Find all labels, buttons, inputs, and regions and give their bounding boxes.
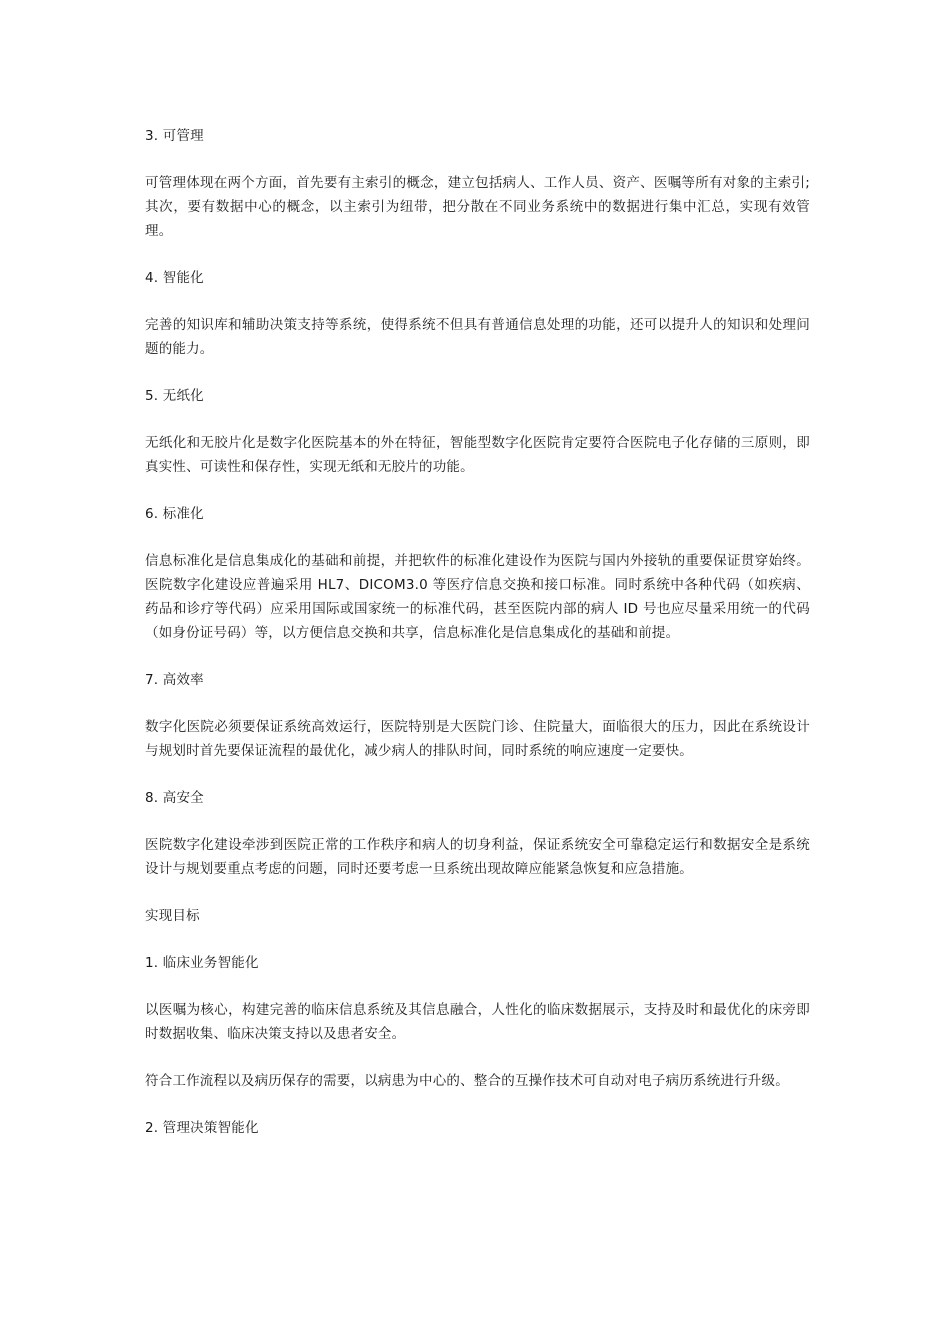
- paragraph: 无纸化和无胶片化是数字化医院基本的外在特征，智能型数字化医院肯定要符合医院电子化存储的三原则，即真实性、可读性和保存性，实现无纸和无胶片的功能。: [145, 435, 810, 475]
- section-heading: 6. 标准化: [145, 506, 204, 522]
- section-heading: 7. 高效率: [145, 672, 204, 688]
- document-page: [145, 124, 810, 1163]
- section-heading: 4. 智能化: [145, 270, 204, 286]
- paragraph: 可管理体现在两个方面，首先要有主索引的概念，建立包括病人、工作人员、资产、医嘱等所有对象的主索引; 其次，要有数据中心的概念，以主索引为纽带，把分散在不同业务系统中的数据进行集中汇总，实现有效管理。: [145, 175, 810, 239]
- section-heading: 5. 无纸化: [145, 388, 204, 404]
- paragraph: 医院数字化建设牵涉到医院正常的工作秩序和病人的切身利益，保证系统安全可靠稳定运行和数据安全是系统设计与规划要重点考虑的问题，同时还要考虑一旦系统出现故障应能紧急恢复和应急措施。: [145, 837, 810, 877]
- section-heading: 实现目标: [145, 908, 200, 924]
- paragraph: 完善的知识库和辅助决策支持等系统，使得系统不但具有普通信息处理的功能，还可以提升人的知识和处理问题的能力。: [145, 317, 810, 357]
- paragraph: 数字化医院必须要保证系统高效运行，医院特别是大医院门诊、住院量大，面临很大的压力，因此在系统设计与规划时首先要保证流程的最优化，减少病人的排队时间，同时系统的响应速度一定要快。: [145, 719, 810, 759]
- section-heading: 2. 管理决策智能化: [145, 1120, 259, 1136]
- paragraph: 符合工作流程以及病历保存的需要，以病患为中心的、整合的互操作技术可自动对电子病历系统进行升级。: [145, 1073, 789, 1089]
- paragraph: 以医嘱为核心，构建完善的临床信息系统及其信息融合，人性化的临床数据展示，支持及时和最优化的床旁即时数据收集、临床决策支持以及患者安全。: [145, 1002, 810, 1042]
- section-heading: 1. 临床业务智能化: [145, 955, 259, 971]
- section-heading: 8. 高安全: [145, 790, 204, 806]
- section-heading: 3. 可管理: [145, 128, 204, 144]
- paragraph: 信息标准化是信息集成化的基础和前提，并把软件的标准化建设作为医院与国内外接轨的重要保证贯穿始终。医院数字化建设应普遍采用 HL7、DICOM3.0 等医疗信息交换和接口标准。同时系统中各种代码（如疾病、药品和诊疗等代码）应采用国际或国家统一的标准代码，甚至医院内部的病人 ID 号也应尽量采用统一的代码（如身份证号码）等，以方便信息交换和共享，信息标准化是信息集成化的基础和前提。: [145, 553, 810, 641]
